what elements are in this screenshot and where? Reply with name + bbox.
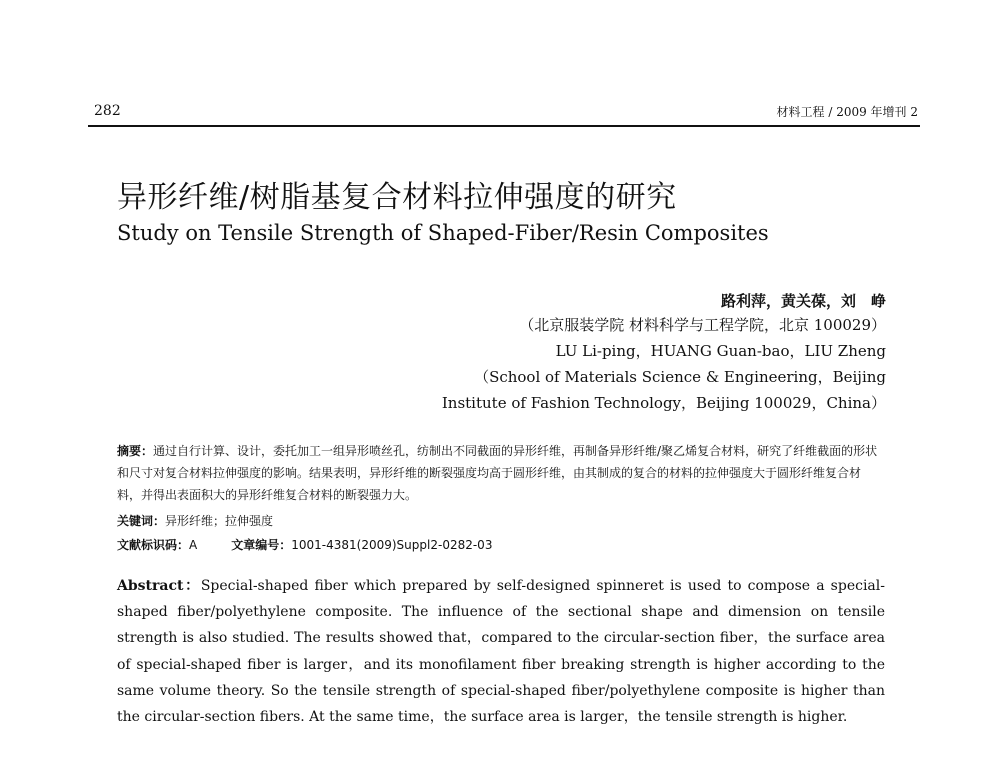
journal-header: 材料工程 / 2009 年增刊 2 (776, 105, 918, 119)
keywords-label: 关键词： (117, 514, 166, 528)
affiliation-chinese: （北京服装学院 材料科学与工程学院，北京 100029） (519, 316, 886, 334)
abstract-english-text: Special-shaped fiber which prepared by self-designed spinneret is used to compose a special-shaped fiber/polyethylene composite. The influence of the sectional shape and dimension on tensile strength is also studied. The results showed that，compared to the circular-section fiber，the surface area of special-shaped fiber is larger，and its monofilament fiber breaking strength is higher according to the same volume theory. So the tensile strength of special-shaped fiber/polyethylene composite is higher than the circular-section fibers. At the same time，the surface area is larger，the tensile strength is higher. (117, 578, 885, 726)
affiliation-english-line-1: （School of Materials Science & Engineering，Beijing (474, 368, 886, 386)
keywords (117, 512, 273, 529)
title-english: Study on Tensile Strength of Shaped-Fiber/Resin Composites (117, 221, 769, 245)
abstract-english (117, 573, 885, 730)
author-block (286, 290, 886, 416)
abstract-english-label: Abstract： (117, 578, 201, 594)
affiliation-english-line-2: Institute of Fashion Technology，Beijing 100029，China） (441, 394, 886, 412)
title-chinese: 异形纤维/树脂基复合材料拉伸强度的研究 (117, 180, 677, 215)
abstract-chinese-text: 通过自行计算、设计，委托加工一组异形喷丝孔，纺制出不同截面的异形纤维，再制备异形纤维/聚乙烯复合材料，研究了纤维截面的形状和尺寸对复合材料拉伸强度的影响。结果表明，异形纤维的断裂强度均高于圆形纤维，由其制成的复合的材料的拉伸强度大于圆形纤维复合材料，并得出表面积大的异形纤维复合材料的断裂强力大。 (117, 444, 878, 502)
classification-line (117, 536, 492, 553)
author-names-english: LU Li-ping，HUANG Guan-bao，LIU Zheng (555, 342, 886, 360)
article-number: 1001-4381(2009)Suppl2-0282-03 (291, 538, 493, 552)
header-rule (88, 125, 920, 127)
page-number: 282 (94, 103, 121, 119)
author-names-chinese: 路利萍，黄关葆，刘 峥 (720, 292, 886, 310)
document-code: A (189, 538, 198, 552)
abstract-chinese-label: 摘要： (117, 444, 154, 458)
abstract-chinese (117, 440, 883, 506)
article-number-label: 文章编号： (231, 538, 292, 552)
document-code-label: 文献标识码： (117, 538, 190, 552)
keywords-text: 异形纤维；拉伸强度 (165, 514, 274, 528)
